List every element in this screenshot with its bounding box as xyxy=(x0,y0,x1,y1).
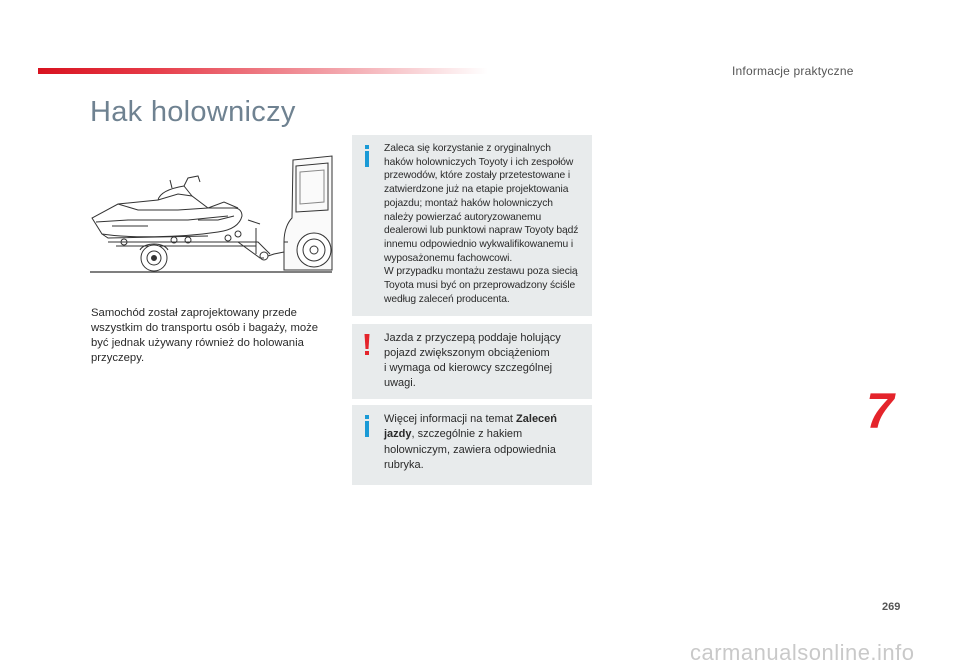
exclamation-icon xyxy=(362,334,372,356)
info-box-original-towbars xyxy=(352,135,592,316)
info-text-prefix: Więcej informacji na temat xyxy=(384,413,517,425)
info-text-suffix: , szczególnie z hakiem holowniczym, zawiera odpowiednia rubryka. xyxy=(384,428,556,471)
warning-line: Jazda z przyczepą poddaje holujący xyxy=(384,332,561,344)
body-text: Samochód został zaprojektowany przede wszystkim do transportu osób i bagaży, może być jednak używany również do holowania przyczepy. xyxy=(91,307,319,364)
info-icon xyxy=(362,145,372,167)
info-line: Zaleca się korzystanie z oryginalnych xyxy=(384,143,551,154)
info-text xyxy=(384,412,584,473)
warning-box-towing-load xyxy=(352,324,592,399)
warning-line: uwagi. xyxy=(384,377,416,389)
info-icon xyxy=(362,415,372,437)
info-line: zatwierdzone już na etapie projektowania xyxy=(384,184,569,196)
info-line: według zaleceń producenta. xyxy=(384,293,510,305)
info-line: Toyota musi być on przeprowadzony ściśle xyxy=(384,280,576,292)
info-line: W przypadku montażu zestawu poza siecią xyxy=(384,266,578,278)
page-heading: Hak holowniczy xyxy=(90,96,296,128)
info-box-driving-tips xyxy=(352,405,592,485)
info-line: haków holowniczych Toyoty i ich zespołów xyxy=(384,156,574,168)
page-number: 269 xyxy=(882,601,901,613)
chapter-number: 7 xyxy=(866,383,894,439)
watermark: carmanualsonline.info xyxy=(690,640,915,665)
info-line: należy powierzać autoryzowanemu xyxy=(384,211,542,223)
warning-line: pojazd zwiększonym obciążeniom xyxy=(384,347,550,359)
info-line: innemu odpowiednio wykwalifikowanemu i xyxy=(384,238,574,250)
header-accent-bar xyxy=(38,68,488,74)
warning-line: i wymaga od kierowcy szczególnej xyxy=(384,362,553,374)
info-line: przewodów, które zostały przetestowane i xyxy=(384,170,571,182)
info-line: wyposażonemu fachowcowi. xyxy=(384,252,513,264)
section-title: Informacje praktyczne xyxy=(732,64,854,78)
info-text-link-ref: Zaleceń jazdy xyxy=(384,413,558,441)
info-line: pojazdu; montaż haków holowniczych xyxy=(384,197,553,209)
info-line: dealerowi lub punktowi napraw Toyoty bądź xyxy=(384,225,579,237)
trailer-jetski-illustration xyxy=(88,150,334,278)
